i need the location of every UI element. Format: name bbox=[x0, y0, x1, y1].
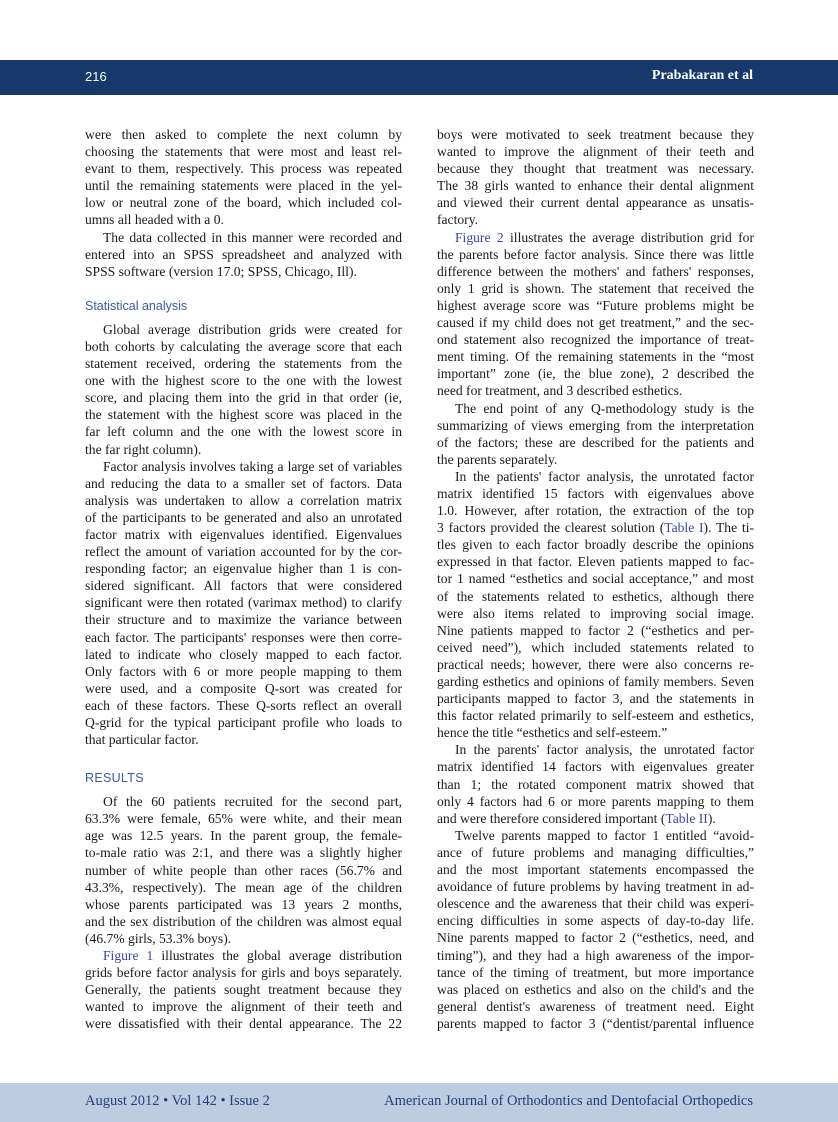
text-line-content: analysis was undertaken to allow a correlation matrix bbox=[85, 492, 402, 508]
text-line bbox=[437, 126, 754, 143]
text-line bbox=[437, 588, 754, 605]
text-line-content: of the statements related to esthetics, although there bbox=[437, 588, 754, 604]
text-line bbox=[85, 263, 402, 280]
text-line bbox=[85, 177, 402, 194]
text-line bbox=[437, 895, 754, 912]
text-line-content: and viewed their current dental appearance as unsatis- bbox=[437, 195, 754, 211]
text-line bbox=[437, 382, 754, 399]
issue-info: August 2012 • Vol 142 • Issue 2 bbox=[85, 1093, 270, 1109]
text-line-content: boys were motivated to seek treatment because they bbox=[437, 127, 754, 142]
cross-reference-link[interactable]: Table I bbox=[664, 520, 704, 536]
text-line bbox=[85, 879, 402, 896]
paragraph bbox=[85, 321, 402, 458]
text-line-content: 63.3% were female, 65% were white, and their mean bbox=[85, 811, 402, 827]
text-line bbox=[437, 451, 754, 468]
text-line-content: need for treatment, and 3 described esthetics. bbox=[437, 383, 683, 399]
text-line-content: to-male ratio was 2:1, and there was a slightly higher bbox=[85, 845, 402, 861]
text-line bbox=[437, 280, 754, 297]
paragraph bbox=[85, 947, 402, 1032]
text-line bbox=[85, 543, 402, 560]
text-line-content: each factor. The participants' responses were then corre- bbox=[85, 629, 402, 645]
text-line bbox=[85, 1015, 402, 1032]
text-line bbox=[437, 827, 754, 844]
text-line bbox=[437, 964, 754, 981]
text-line bbox=[437, 741, 754, 758]
text-line bbox=[85, 406, 402, 423]
text-line bbox=[85, 492, 402, 509]
text-line-content: each of these factors. These Q-sorts reflect an overall bbox=[85, 697, 402, 713]
running-head-authors: Prabakaran et al bbox=[651, 68, 753, 83]
section-heading: RESULTS bbox=[85, 771, 144, 786]
text-line bbox=[437, 707, 754, 724]
text-line-content: factory. bbox=[437, 212, 479, 228]
text-line-content: SPSS software (version 17.0; SPSS, Chicago, Ill). bbox=[85, 263, 357, 279]
text-line-content: hence the title “esthetics and self-esteem.” bbox=[437, 725, 668, 741]
text-line-content: was placed on esthetics and also on the child's and the bbox=[437, 981, 754, 997]
text-line-content: number of white people than other races (56.7% and bbox=[85, 862, 402, 878]
text-line bbox=[85, 964, 402, 981]
text-line-content: Factor analysis involves taking a large set of variables bbox=[103, 458, 402, 474]
text-line bbox=[85, 560, 402, 577]
text-line-content: tance of the timing of treatment, but more importance bbox=[437, 964, 754, 980]
text-line bbox=[85, 458, 402, 475]
text-line-content: highest average score was “Future problems might be bbox=[437, 297, 754, 313]
text-line-content: this factor related primarily to self-esteem and esthetics, bbox=[437, 708, 754, 724]
text-line bbox=[437, 605, 754, 622]
text-line-content: ance of future problems and managing difficulties,” bbox=[437, 844, 754, 860]
text-line-content: wanted to improve the alignment of their teeth and bbox=[437, 144, 754, 160]
text-line bbox=[437, 861, 754, 878]
text-line-content: and the most important statements encompassed the bbox=[437, 862, 754, 878]
text-line-content: the far right column). bbox=[85, 441, 202, 457]
text-line-content: one with the highest score to the one with the lowest bbox=[85, 373, 402, 389]
text-line bbox=[85, 475, 402, 492]
text-line bbox=[437, 639, 754, 656]
paragraph bbox=[437, 468, 754, 742]
text-line bbox=[85, 827, 402, 844]
text-line-content: that particular factor. bbox=[85, 732, 199, 748]
text-line bbox=[85, 793, 402, 810]
text-line bbox=[437, 929, 754, 946]
text-line bbox=[437, 365, 754, 382]
text-line-content: participants mapped to factor 3, and the statements in bbox=[437, 691, 754, 707]
text-line bbox=[437, 622, 754, 639]
text-line-content: entered into an SPSS spreadsheet and analyzed with bbox=[85, 246, 402, 262]
text-line-content: evant to them, respectively. This process was repeated bbox=[85, 161, 402, 177]
text-line-content: whose parents participated was 13 years 2 months, bbox=[85, 896, 402, 912]
text-line-content: parents mapped to factor 3 (“dentist/parental influence bbox=[437, 1015, 754, 1031]
text-line-content: of the participants to be generated and also an unrotated bbox=[85, 509, 402, 525]
text-line-content: were used, and a composite Q-sort was created for bbox=[85, 680, 402, 696]
running-footer bbox=[0, 1083, 838, 1122]
text-line-content: ceived need”), which included statements related to bbox=[437, 639, 754, 655]
text-line bbox=[437, 417, 754, 434]
text-line bbox=[437, 211, 754, 228]
text-line-content: Figure 2 illustrates the average distribution grid for bbox=[455, 229, 754, 245]
text-line bbox=[85, 577, 402, 594]
text-line bbox=[85, 126, 402, 143]
text-line-content: were also items related to improving social image. bbox=[437, 605, 754, 621]
paragraph bbox=[85, 458, 402, 749]
text-line bbox=[85, 441, 402, 458]
text-line bbox=[437, 314, 754, 331]
text-line bbox=[437, 810, 754, 827]
running-header bbox=[0, 60, 838, 95]
text-line-content: age was 12.5 years. In the parent group, the female- bbox=[85, 828, 402, 844]
text-line-content: ment timing. Of the remaining statements in the “most bbox=[437, 349, 754, 365]
text-line-content: expressed in that factor. Eleven patients mapped to fac- bbox=[437, 554, 754, 570]
text-line bbox=[437, 246, 754, 263]
text-line bbox=[437, 553, 754, 570]
text-line bbox=[85, 930, 402, 947]
cross-reference-link[interactable]: Table II bbox=[665, 810, 708, 826]
text-line-content: were then asked to complete the next column by bbox=[85, 127, 402, 142]
text-line bbox=[85, 913, 402, 930]
text-line bbox=[85, 896, 402, 913]
text-line-content: practical needs; however, there were also concerns re- bbox=[437, 656, 754, 672]
text-line bbox=[85, 731, 402, 748]
text-line-content: ond statement also recognized the importance of treat- bbox=[437, 332, 754, 348]
text-line bbox=[437, 758, 754, 775]
text-line bbox=[437, 673, 754, 690]
text-line-content: matrix identified 15 factors with eigenvalues above bbox=[437, 485, 754, 501]
journal-name: American Journal of Orthodontics and Dentofacial Orthopedics bbox=[384, 1093, 753, 1109]
text-line-content: The data collected in this manner were recorded and bbox=[103, 229, 402, 245]
text-line bbox=[437, 400, 754, 417]
text-line bbox=[437, 519, 754, 536]
text-line bbox=[85, 697, 402, 714]
text-line bbox=[85, 389, 402, 406]
text-line bbox=[85, 646, 402, 663]
text-line bbox=[85, 526, 402, 543]
paragraph bbox=[85, 793, 402, 947]
text-line bbox=[85, 321, 402, 338]
text-line bbox=[437, 844, 754, 861]
text-line bbox=[437, 143, 754, 160]
text-line-content: encing difficulties in some aspects of day-to-day life. bbox=[437, 913, 754, 929]
text-line bbox=[437, 793, 754, 810]
text-line-content: were dissatisfied with their dental appearance. The 22 bbox=[85, 1016, 402, 1032]
text-line bbox=[437, 468, 754, 485]
text-line-content: Nine parents mapped to factor 2 (“esthetics, need, and bbox=[437, 930, 754, 946]
text-line-content: The 38 girls wanted to enhance their dental alignment bbox=[437, 178, 754, 194]
text-line-content: In the parents' factor analysis, the unrotated factor bbox=[455, 742, 754, 758]
text-line-content: Global average distribution grids were created for bbox=[103, 321, 402, 337]
text-line bbox=[85, 143, 402, 160]
text-line bbox=[437, 947, 754, 964]
text-line bbox=[437, 263, 754, 280]
text-line-content: difference between the mothers' and fathers' responses, bbox=[437, 263, 754, 279]
text-line-content: and were therefore considered important (Table II). bbox=[437, 810, 716, 826]
text-line bbox=[437, 998, 754, 1015]
text-line bbox=[85, 810, 402, 827]
paragraph bbox=[437, 741, 754, 826]
text-line-content: reflect the amount of variation accounted for by the cor- bbox=[85, 544, 402, 560]
text-line-content: wanted to improve the alignment of their teeth and bbox=[85, 999, 402, 1015]
text-line-content: and the sex distribution of the children was almost equal bbox=[85, 913, 402, 929]
right-column bbox=[437, 126, 754, 1032]
text-line-content: significant were then rotated (varimax method) to clarify bbox=[85, 595, 402, 611]
text-line-content: matrix identified 14 factors with eigenvalues greater bbox=[437, 759, 754, 775]
text-line bbox=[85, 947, 402, 964]
text-line-content: statement received, ordering the statements from the bbox=[85, 356, 402, 372]
text-line bbox=[437, 912, 754, 929]
text-line bbox=[437, 690, 754, 707]
text-line-content: caused if my child does not get treatment,” and the sec- bbox=[437, 315, 754, 331]
text-line bbox=[437, 229, 754, 246]
text-line bbox=[85, 211, 402, 228]
paragraph bbox=[437, 229, 754, 400]
text-line bbox=[85, 981, 402, 998]
text-line-content: score, and placing them into the grid in that order (ie, bbox=[85, 390, 402, 406]
text-line bbox=[85, 372, 402, 389]
text-line bbox=[85, 998, 402, 1015]
text-line bbox=[437, 981, 754, 998]
text-line-content: Of the 60 patients recruited for the second part, bbox=[103, 794, 402, 810]
left-column bbox=[85, 126, 402, 1033]
text-line bbox=[437, 485, 754, 502]
text-line bbox=[437, 297, 754, 314]
text-line-content: 1.0. However, after rotation, the extraction of the top bbox=[437, 503, 754, 519]
paragraph bbox=[85, 126, 402, 229]
text-line-content: Figure 1 illustrates the global average distribution bbox=[103, 948, 402, 964]
text-line bbox=[437, 776, 754, 793]
text-line-content: the statement with the highest score was placed in the bbox=[85, 407, 402, 423]
text-line bbox=[437, 160, 754, 177]
text-line-content: factor matrix with eigenvalues identified. Eigenvalues bbox=[85, 526, 402, 542]
text-line-content: garding esthetics and opinions of family members. Seven bbox=[437, 674, 754, 689]
cross-reference-link[interactable]: Figure 1 bbox=[103, 948, 154, 964]
paragraph bbox=[437, 400, 754, 468]
text-line-content: the parents before factor analysis. Since there was little bbox=[437, 246, 754, 262]
text-line-content: both cohorts by calculating the average score that each bbox=[85, 338, 402, 354]
text-line bbox=[85, 509, 402, 526]
text-line-content: than 1; the rotated component matrix showed that bbox=[437, 776, 754, 792]
text-line-content: Nine patients mapped to factor 2 (“esthetics and per- bbox=[437, 622, 754, 638]
subsection-heading: Statistical analysis bbox=[85, 298, 188, 313]
text-line bbox=[437, 656, 754, 673]
text-line bbox=[437, 348, 754, 365]
text-line-content: 43.3%, respectively). The mean age of the children bbox=[85, 879, 402, 895]
text-line-content: Only factors with 6 or more people mapping to them bbox=[85, 663, 402, 679]
text-line bbox=[437, 194, 754, 211]
text-line bbox=[85, 594, 402, 611]
text-line-content: until the remaining statements were placed in the yel- bbox=[85, 178, 402, 194]
text-line-content: only 4 factors had 6 or more parents mapping to them bbox=[437, 793, 754, 809]
text-line bbox=[85, 160, 402, 177]
text-line-content: far left column and the one with the lowest score in bbox=[85, 424, 402, 440]
text-line bbox=[437, 1015, 754, 1032]
text-line-content: Q-grid for the typical participant profile who loads to bbox=[85, 715, 402, 730]
text-line-content: sidered significant. All factors that were considered bbox=[85, 578, 402, 594]
text-line-content: the parents separately. bbox=[437, 451, 558, 467]
cross-reference-link[interactable]: Figure 2 bbox=[455, 229, 504, 245]
text-line bbox=[85, 629, 402, 646]
text-line-content: Generally, the patients sought treatment because they bbox=[85, 982, 402, 998]
paragraph bbox=[437, 126, 754, 229]
text-line bbox=[85, 423, 402, 440]
text-line bbox=[85, 714, 402, 731]
text-line bbox=[437, 331, 754, 348]
text-line bbox=[437, 878, 754, 895]
text-line bbox=[437, 502, 754, 519]
text-line-content: low or neutral zone of the board, which included col- bbox=[85, 195, 402, 211]
text-line-content: lated to indicate who closely mapped to each factor. bbox=[85, 646, 402, 662]
text-line bbox=[85, 844, 402, 861]
text-line bbox=[85, 229, 402, 246]
text-line-content: 3 factors provided the clearest solution (Table I). The ti- bbox=[437, 520, 754, 536]
text-line-content: of the factors; these are described for the patients and bbox=[437, 434, 754, 450]
text-line bbox=[85, 338, 402, 355]
text-line-content: avoidance of future problems by having treatment in ad- bbox=[437, 879, 754, 895]
text-line bbox=[85, 194, 402, 211]
text-line bbox=[437, 570, 754, 587]
text-line bbox=[437, 536, 754, 553]
text-line bbox=[85, 246, 402, 263]
text-line-content: important” zone (ie, the blue zone), 2 described the bbox=[437, 366, 754, 382]
text-line-content: summarizing of views emerging from the interpretation bbox=[437, 417, 754, 433]
text-line bbox=[85, 663, 402, 680]
text-line-content: In the patients' factor analysis, the unrotated factor bbox=[455, 468, 754, 484]
text-line-content: tor 1 named “esthetics and social acceptance,” and most bbox=[437, 571, 754, 587]
text-line bbox=[85, 611, 402, 628]
text-line-content: responding factor; an eigenvalue higher than 1 is con- bbox=[85, 561, 402, 577]
text-line-content: because they thought that treatment was necessary. bbox=[437, 161, 754, 177]
text-line bbox=[85, 680, 402, 697]
text-line bbox=[437, 434, 754, 451]
text-line-content: tles given to each factor broadly describe the opinions bbox=[437, 537, 754, 553]
text-line-content: choosing the statements that were most and least rel- bbox=[85, 144, 402, 160]
text-line-content: (46.7% girls, 53.3% boys). bbox=[85, 930, 232, 946]
text-line-content: umns all headed with a 0. bbox=[85, 212, 224, 228]
page-number: 216 bbox=[85, 69, 107, 84]
text-line bbox=[437, 177, 754, 194]
text-line-content: grids before factor analysis for girls and boys separately. bbox=[85, 965, 402, 981]
text-line-content: their structure and to maximize the variance between bbox=[85, 612, 402, 628]
text-line-content: and reducing the data to a smaller set of factors. Data bbox=[85, 475, 402, 491]
text-line bbox=[85, 862, 402, 879]
paragraph bbox=[437, 827, 754, 1032]
paragraph bbox=[85, 229, 402, 280]
text-line-content: timing”), and they had a high awareness of the impor- bbox=[437, 947, 754, 963]
text-line-content: only 1 grid is shown. The statement that received the bbox=[437, 280, 754, 296]
text-line-content: Twelve parents mapped to factor 1 entitled “avoid- bbox=[455, 827, 754, 843]
text-line-content: olescence and the awareness that their child was experi- bbox=[437, 896, 754, 912]
text-line bbox=[85, 355, 402, 372]
text-line bbox=[437, 724, 754, 741]
text-line-content: general dentist's awareness of treatment need. Eight bbox=[437, 998, 754, 1014]
text-line-content: The end point of any Q-methodology study is the bbox=[455, 400, 754, 416]
